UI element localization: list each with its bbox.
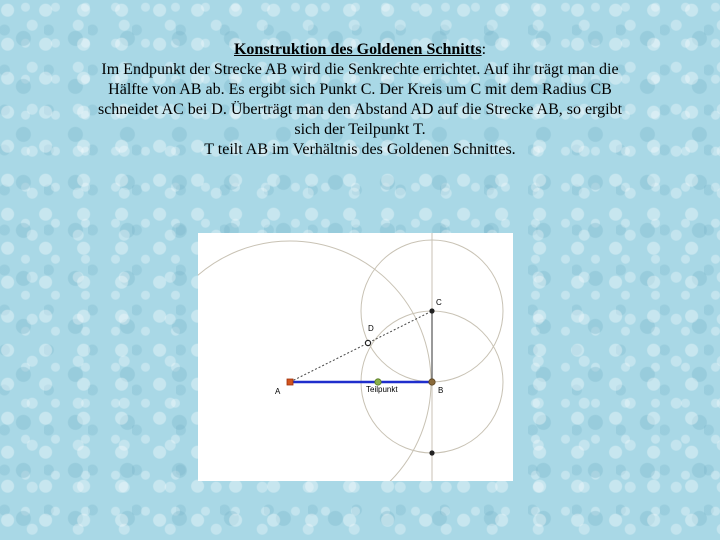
label-a: A — [275, 387, 281, 396]
description-line: T teilt AB im Verhältnis des Goldenen Schnittes. — [204, 141, 516, 158]
description-line: sich der Teilpunkt T. — [294, 121, 426, 138]
label-teilpunkt: Teilpunkt — [366, 385, 398, 394]
heading-title: Konstruktion des Goldenen Schnitts — [233, 41, 482, 58]
point-b — [429, 379, 435, 385]
heading-line — [40, 40, 680, 60]
label-c: C — [436, 298, 442, 307]
heading-colon: : — [481, 41, 487, 58]
label-d: D — [368, 324, 374, 333]
point-bottom — [429, 450, 434, 455]
construction-diagram — [198, 233, 513, 481]
description-text — [40, 40, 680, 160]
label-b: B — [438, 386, 444, 395]
point-a — [287, 379, 293, 385]
line-ac — [290, 311, 432, 382]
description-line: schneidet AC bei D. Überträgt man den Abstand AD auf die Strecke AB, so ergibt — [97, 101, 623, 118]
circle-around-a — [198, 241, 431, 481]
construction-svg — [198, 233, 513, 481]
description-line: Hälfte von AB ab. Es ergibt sich Punkt C. Der Kreis um C mit dem Radius CB — [108, 81, 612, 98]
point-c — [429, 308, 434, 313]
point-d — [365, 340, 370, 345]
description-line: Im Endpunkt der Strecke AB wird die Senkrechte errichtet. Auf ihr trägt man die — [101, 61, 619, 78]
